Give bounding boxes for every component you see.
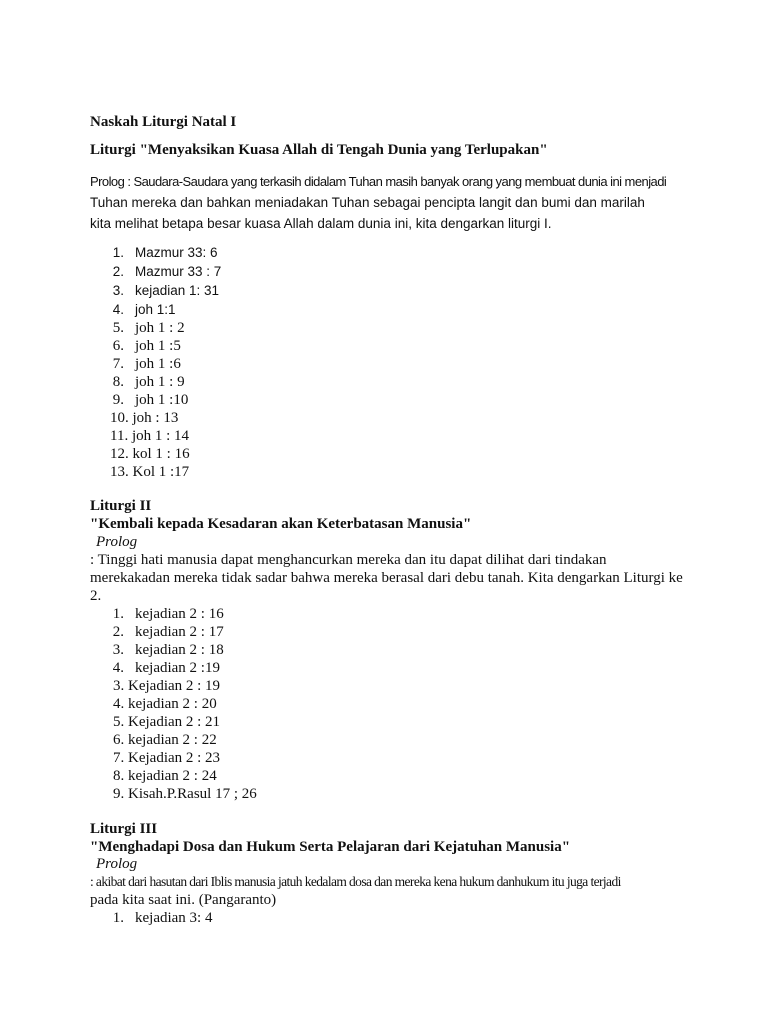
liturgi-3-prolog: [90, 873, 690, 909]
list-item: 1. kejadian 2 : 16: [112, 606, 224, 622]
prolog-line: 2.: [90, 588, 102, 604]
list-item: 7. Kejadian 2 : 23: [113, 750, 221, 766]
liturgi-2-subtitle: "Kembali kepada Kesadaran akan Keterbatasan Manusia": [90, 516, 472, 532]
list-item: 4. kejadian 2 :19: [112, 660, 220, 676]
list-item: 3. kejadian 1: 31: [112, 283, 220, 298]
list-item: 5. joh 1 : 2: [112, 320, 185, 336]
liturgi-2-heading: Liturgi II: [90, 498, 152, 514]
liturgi-1-list: [90, 243, 690, 481]
liturgi-2-prolog-label: Prolog: [96, 534, 138, 550]
list-item: 1. kejadian 3: 4: [112, 910, 213, 926]
list-item: 10. joh : 13: [110, 410, 179, 426]
prolog-line: kita melihat betapa besar kuasa Allah dalam dunia ini, kita dengarkan liturgi I.: [90, 216, 552, 231]
list-item: 9. Kisah.P.Rasul 17 ; 26: [113, 786, 257, 802]
list-item: 4. joh 1:1: [112, 302, 176, 317]
liturgi-3-prolog-label: Prolog: [96, 856, 138, 872]
list-item: 8. joh 1 : 9: [112, 374, 185, 390]
list-item: 6. joh 1 :5: [112, 338, 181, 354]
list-item: 8. kejadian 2 : 24: [113, 768, 217, 784]
prolog-line: : akibat dari hasutan dari Iblis manusia jatuh kedalam dosa dan mereka kena hukum danhukum itu juga terjadi: [90, 874, 621, 889]
list-item: 1. Mazmur 33: 6: [112, 245, 218, 260]
prolog-line: Tuhan mereka dan bahkan meniadakan Tuhan sebagai pencipta langit dan bumi dan marilah: [90, 195, 645, 210]
document-title: Naskah Liturgi Natal I: [90, 114, 237, 130]
list-item: 12. kol 1 : 16: [110, 446, 190, 462]
liturgi-1-prolog: [90, 172, 690, 234]
prolog-line: Prolog : Saudara-Saudara yang terkasih didalam Tuhan masih banyak orang yang membuat dunia ini menjadi: [90, 174, 667, 189]
prolog-line: merekakadan mereka tidak sadar bahwa mereka berasal dari debu tanah. Kita dengarkan Liturgi ke: [90, 570, 683, 586]
list-item: 13. Kol 1 :17: [110, 464, 190, 480]
list-item: 4. kejadian 2 : 20: [113, 696, 217, 712]
liturgi-3-list: [90, 909, 690, 927]
list-item: 2. kejadian 2 : 17: [112, 624, 224, 640]
prolog-line: pada kita saat ini. (Pangaranto): [90, 892, 277, 908]
liturgi-2-list: [90, 605, 690, 803]
list-item: 3. kejadian 2 : 18: [112, 642, 224, 658]
prolog-line: : Tinggi hati manusia dapat menghancurkan mereka dan itu dapat dilihat dari tindakan: [90, 552, 607, 568]
liturgi-3-heading: Liturgi III: [90, 821, 158, 837]
liturgi-1-title: Liturgi "Menyaksikan Kuasa Allah di Tengah Dunia yang Terlupakan": [90, 142, 548, 158]
list-item: 5. Kejadian 2 : 21: [113, 714, 221, 730]
liturgi-3-subtitle: "Menghadapi Dosa dan Hukum Serta Pelajaran dari Kejatuhan Manusia": [90, 839, 571, 855]
list-item: 6. kejadian 2 : 22: [113, 732, 217, 748]
list-item: 3. Kejadian 2 : 19: [113, 678, 221, 694]
list-item: 2. Mazmur 33 : 7: [112, 264, 222, 279]
list-item: 11. joh 1 : 14: [110, 428, 190, 444]
liturgi-2-prolog: [90, 551, 690, 605]
list-item: 7. joh 1 :6: [112, 356, 181, 372]
list-item: 9. joh 1 :10: [112, 392, 189, 408]
